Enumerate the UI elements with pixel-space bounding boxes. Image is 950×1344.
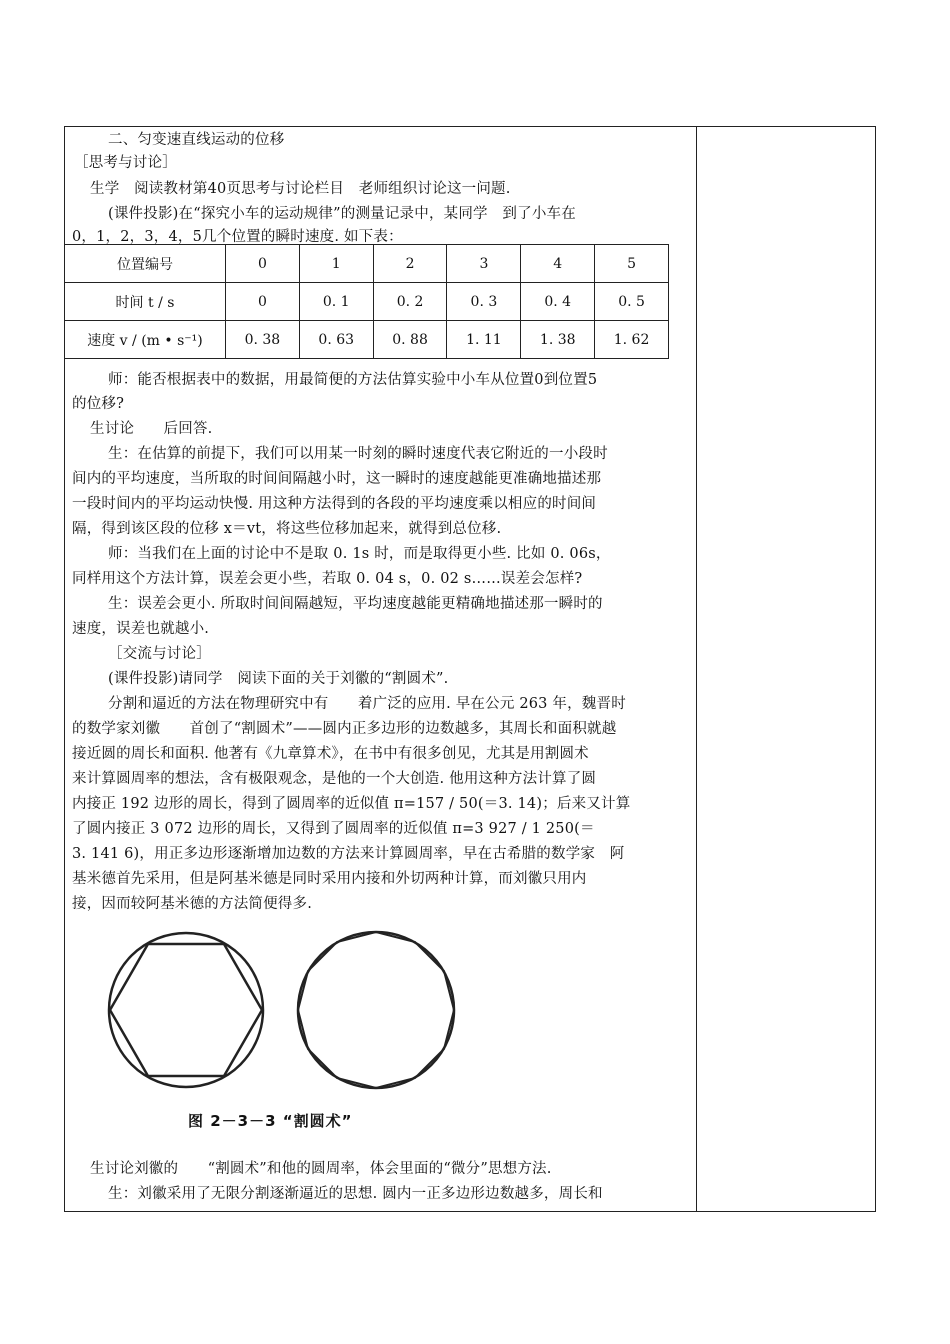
table-row bbox=[65, 321, 669, 359]
text-line: (课件投影)请同学 阅读下面的关于刘徽的“割圆术”. bbox=[108, 671, 449, 687]
text-line: 了圆内接正 3 072 边形的周长，又得到了圆周率的近似值 π=3 927 / 1 250(＝ bbox=[72, 821, 595, 837]
table-cell: 0. 63 bbox=[299, 321, 373, 359]
text-line: 的数学家刘徽 首创了“割圆术”——圆内正多边形的边数越多，其周长和面积就越 bbox=[72, 721, 617, 737]
text-line: 生：误差会更小. 所取时间间隔越短，平均速度越能更精确地描述那一瞬时的 bbox=[108, 596, 603, 612]
table-cell: 0 bbox=[226, 283, 300, 321]
text-line: 师：能否根据表中的数据，用最简便的方法估算实验中小车从位置0到位置5 bbox=[108, 372, 598, 388]
table-cell: 0. 5 bbox=[595, 283, 669, 321]
text-line: 生学 阅读教材第40页思考与讨论栏目 老师组织讨论这一问题. bbox=[90, 181, 511, 197]
text-line: 同样用这个方法计算，误差会更小些，若取 0. 04 s，0. 02 s……误差会怎样? bbox=[72, 571, 583, 587]
text-line: 生讨论刘徽的 “割圆术”和他的圆周率，体会里面的“微分”思想方法. bbox=[90, 1161, 552, 1177]
text-line: 师：当我们在上面的讨论中不是取 0. 1s 时，而是取得更小些. 比如 0. 06s， bbox=[108, 546, 611, 562]
table-cell: 0. 3 bbox=[447, 283, 521, 321]
table-cell: 2 bbox=[373, 245, 447, 283]
text-line: 速度，误差也就越小. bbox=[72, 621, 210, 637]
table-cell: 0. 38 bbox=[226, 321, 300, 359]
table-cell: 1. 38 bbox=[521, 321, 595, 359]
circle-right bbox=[298, 932, 454, 1088]
table-cell: 0. 4 bbox=[521, 283, 595, 321]
table-cell: 0. 2 bbox=[373, 283, 447, 321]
sub-heading-exchange: ［交流与讨论］ bbox=[108, 646, 211, 662]
table-row bbox=[65, 283, 669, 321]
text-line: 基米德首先采用，但是阿基米德是同时采用内接和外切两种计算，而刘徽只用内 bbox=[72, 871, 587, 887]
velocity-table bbox=[64, 244, 669, 359]
table-cell: 0. 1 bbox=[299, 283, 373, 321]
text-line: 隔，得到该区段的位移 x＝vt，将这些位移加起来，就得到总位移. bbox=[72, 521, 502, 537]
table-cell: 1. 62 bbox=[595, 321, 669, 359]
figure-caption: 图 2－3－3 “割圆术” bbox=[188, 1112, 353, 1130]
table-cell: 4 bbox=[521, 245, 595, 283]
table-cell: 0 bbox=[226, 245, 300, 283]
text-line: 间内的平均速度，当所取的时间间隔越小时，这一瞬时的速度越能更准确地描述那 bbox=[72, 471, 602, 487]
text-line: 生讨论 后回答. bbox=[90, 421, 213, 437]
text-line: 内接正 192 边形的周长，得到了圆周率的近似值 π=157 / 50(＝3. 14)；后来又计算 bbox=[72, 796, 631, 812]
table-cell: 0. 88 bbox=[373, 321, 447, 359]
sub-heading-think: ［思考与讨论］ bbox=[74, 155, 177, 171]
text-line: 的位移? bbox=[72, 396, 125, 412]
circle-cutting-figure bbox=[100, 920, 480, 1140]
text-line: 一段时间内的平均运动快慢. 用这种方法得到的各段的平均速度乘以相应的时间间 bbox=[72, 496, 597, 512]
text-line: 3. 141 6)，用正多边形逐渐增加边数的方法来计算圆周率，早在古希腊的数学家 阿 bbox=[72, 846, 625, 862]
section-heading: 二、匀变速直线运动的位移 bbox=[108, 132, 285, 148]
table-cell: 速度 v / (m • s⁻¹) bbox=[65, 321, 226, 359]
table-cell: 1. 11 bbox=[447, 321, 521, 359]
text-line: 0，1，2，3，4，5几个位置的瞬时速度. 如下表： bbox=[72, 229, 403, 245]
text-line: 来计算圆周率的想法，含有极限观念，是他的一个大创造. 他用这种方法计算了圆 bbox=[72, 771, 597, 787]
table-cell: 位置编号 bbox=[65, 245, 226, 283]
text-line: 分割和逼近的方法在物理研究中有 着广泛的应用. 早在公元 263 年，魏晋时 bbox=[108, 696, 626, 712]
table-cell: 3 bbox=[447, 245, 521, 283]
text-line: 接近圆的周长和面积. 他著有《九章算术》，在书中有很多创见，尤其是用割圆术 bbox=[72, 746, 589, 762]
text-line: 接，因而较阿基米德的方法简便得多. bbox=[72, 896, 313, 912]
text-line: 生：在估算的前提下，我们可以用某一时刻的瞬时速度代表它附近的一小段时 bbox=[108, 446, 608, 462]
table-cell: 1 bbox=[299, 245, 373, 283]
column-divider bbox=[696, 126, 697, 1212]
text-line: 生：刘徽采用了无限分割逐渐逼近的思想. 圆内一正多边形边数越多，周长和 bbox=[108, 1186, 603, 1202]
circle-left bbox=[109, 933, 263, 1087]
table-row bbox=[65, 245, 669, 283]
table-cell: 5 bbox=[595, 245, 669, 283]
hexagon bbox=[110, 944, 262, 1076]
table-cell: 时间 t / s bbox=[65, 283, 226, 321]
text-line: (课件投影)在“探究小车的运动规律”的测量记录中，某同学 到了小车在 bbox=[108, 206, 576, 222]
